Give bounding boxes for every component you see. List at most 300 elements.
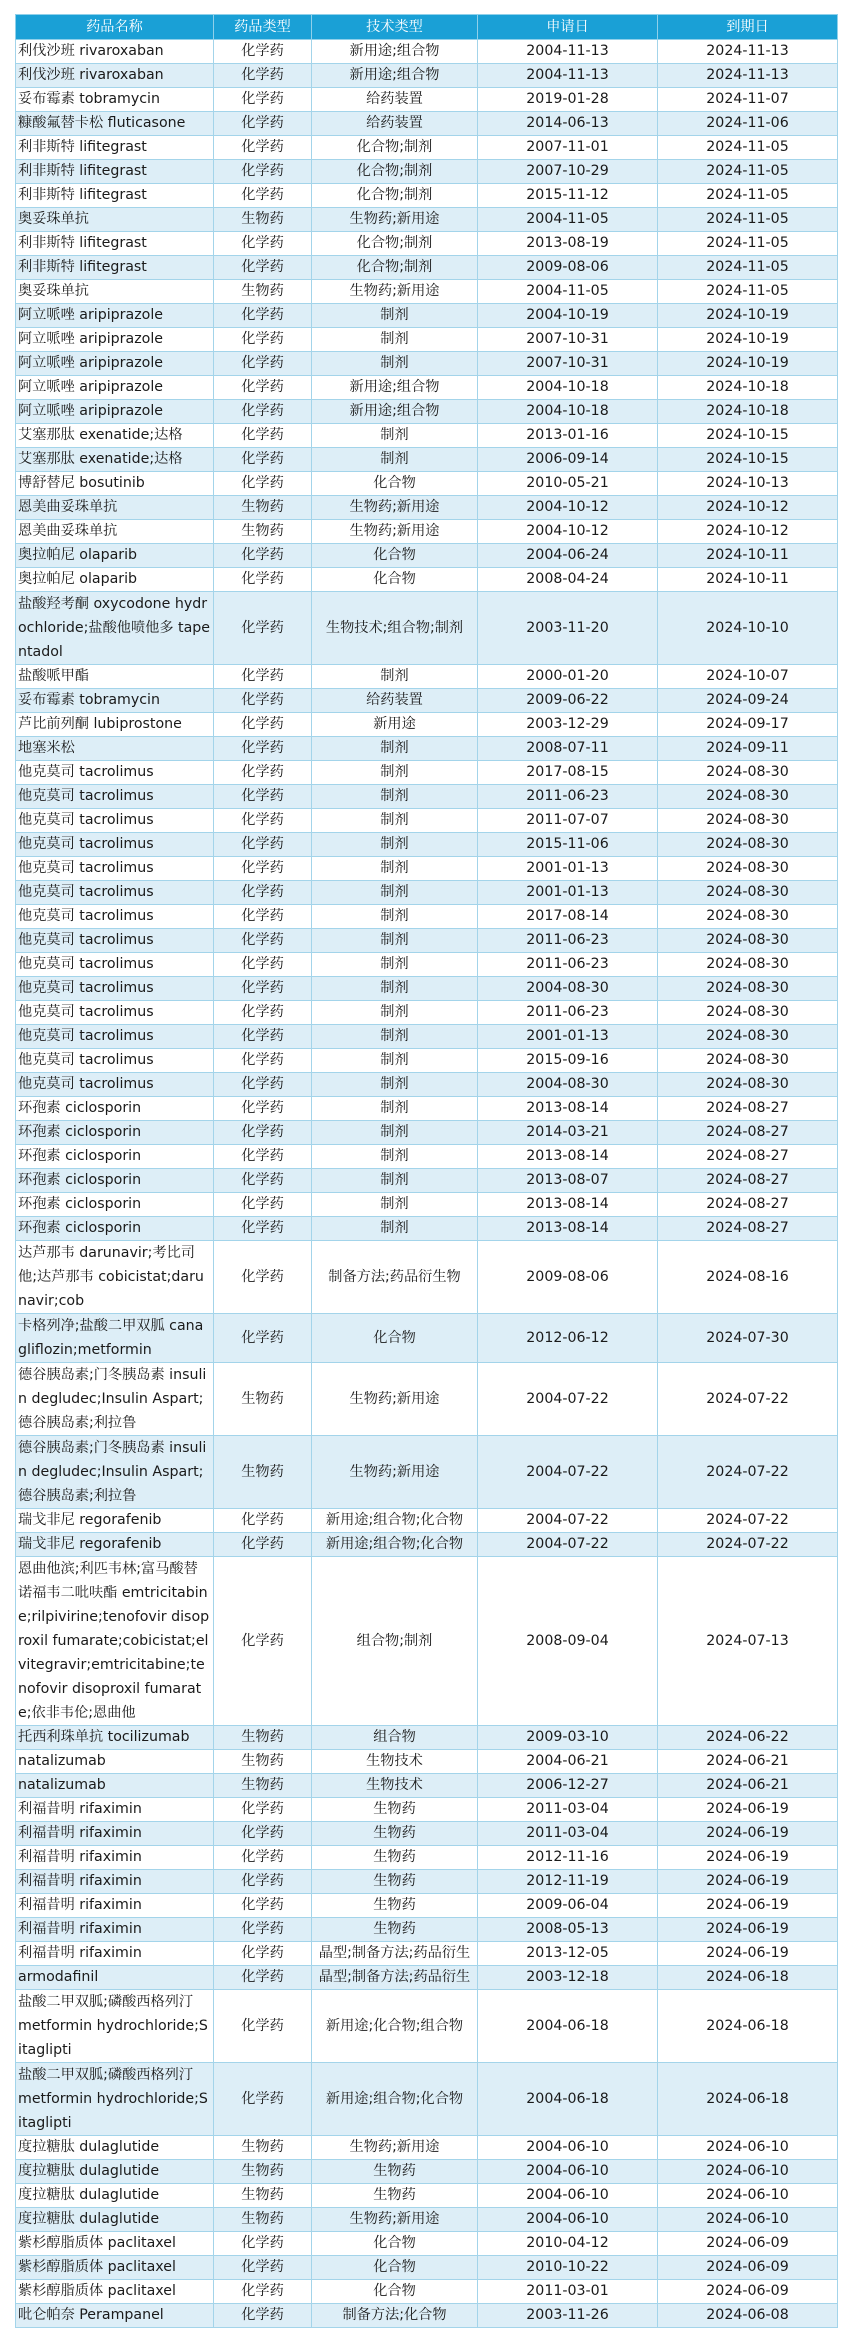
header-drug-type: 药品类型 bbox=[214, 15, 312, 40]
filing-date-cell: 2007-10-31 bbox=[478, 328, 658, 352]
tech-type-cell: 生物药 bbox=[312, 1870, 478, 1894]
tech-type-cell: 生物药;新用途 bbox=[312, 1363, 478, 1436]
filing-date-cell: 2009-03-10 bbox=[478, 1726, 658, 1750]
drug-name-cell: 卡格列净;盐酸二甲双胍 canagliflozin;metformin bbox=[16, 1314, 214, 1363]
table-row bbox=[16, 328, 838, 352]
filing-date-cell: 2013-08-14 bbox=[478, 1145, 658, 1169]
drug-type-cell: 化学药 bbox=[214, 472, 312, 496]
expiry-date-cell: 2024-11-05 bbox=[658, 208, 838, 232]
drug-name-cell: 妥布霉素 tobramycin bbox=[16, 88, 214, 112]
drug-name-cell: 德谷胰岛素;门冬胰岛素 insulin degludec;Insulin Aspart;德谷胰岛素;利拉鲁 bbox=[16, 1363, 214, 1436]
filing-date-cell: 2004-07-22 bbox=[478, 1363, 658, 1436]
expiry-date-cell: 2024-07-22 bbox=[658, 1533, 838, 1557]
expiry-date-cell: 2024-11-05 bbox=[658, 136, 838, 160]
tech-type-cell: 化合物;制剂 bbox=[312, 232, 478, 256]
filing-date-cell: 2004-07-22 bbox=[478, 1436, 658, 1509]
drug-name-cell: 利福昔明 rifaximin bbox=[16, 1870, 214, 1894]
tech-type-cell: 制备方法;化合物 bbox=[312, 2304, 478, 2328]
expiry-date-cell: 2024-08-30 bbox=[658, 1049, 838, 1073]
table-row bbox=[16, 665, 838, 689]
table-row bbox=[16, 2304, 838, 2328]
table-row bbox=[16, 208, 838, 232]
drug-type-cell: 化学药 bbox=[214, 256, 312, 280]
expiry-date-cell: 2024-06-10 bbox=[658, 2160, 838, 2184]
expiry-date-cell: 2024-11-13 bbox=[658, 64, 838, 88]
drug-name-cell: 他克莫司 tacrolimus bbox=[16, 785, 214, 809]
tech-type-cell: 制剂 bbox=[312, 881, 478, 905]
tech-type-cell: 制剂 bbox=[312, 328, 478, 352]
tech-type-cell: 生物药;新用途 bbox=[312, 280, 478, 304]
drug-type-cell: 化学药 bbox=[214, 592, 312, 665]
expiry-date-cell: 2024-10-13 bbox=[658, 472, 838, 496]
drug-type-cell: 生物药 bbox=[214, 1726, 312, 1750]
drug-type-cell: 生物药 bbox=[214, 520, 312, 544]
tech-type-cell: 制剂 bbox=[312, 352, 478, 376]
expiry-date-cell: 2024-10-10 bbox=[658, 592, 838, 665]
expiry-date-cell: 2024-08-27 bbox=[658, 1193, 838, 1217]
table-row bbox=[16, 1025, 838, 1049]
tech-type-cell: 新用途;组合物;化合物 bbox=[312, 1509, 478, 1533]
filing-date-cell: 2010-04-12 bbox=[478, 2232, 658, 2256]
filing-date-cell: 2015-11-12 bbox=[478, 184, 658, 208]
tech-type-cell: 化合物;制剂 bbox=[312, 160, 478, 184]
table-row bbox=[16, 713, 838, 737]
drug-name-cell: 阿立哌唑 aripiprazole bbox=[16, 328, 214, 352]
drug-type-cell: 化学药 bbox=[214, 1241, 312, 1314]
expiry-date-cell: 2024-10-12 bbox=[658, 520, 838, 544]
table-row bbox=[16, 1097, 838, 1121]
drug-name-cell: 利福昔明 rifaximin bbox=[16, 1846, 214, 1870]
tech-type-cell: 化合物;制剂 bbox=[312, 256, 478, 280]
tech-type-cell: 制剂 bbox=[312, 1025, 478, 1049]
tech-type-cell: 给药装置 bbox=[312, 88, 478, 112]
tech-type-cell: 制剂 bbox=[312, 448, 478, 472]
tech-type-cell: 新用途;化合物;组合物 bbox=[312, 1990, 478, 2063]
table-row bbox=[16, 1774, 838, 1798]
tech-type-cell: 制剂 bbox=[312, 665, 478, 689]
expiry-date-cell: 2024-06-19 bbox=[658, 1942, 838, 1966]
filing-date-cell: 2004-11-13 bbox=[478, 40, 658, 64]
drug-name-cell: 利非斯特 lifitegrast bbox=[16, 136, 214, 160]
drug-type-cell: 化学药 bbox=[214, 833, 312, 857]
drug-name-cell: 妥布霉素 tobramycin bbox=[16, 689, 214, 713]
drug-type-cell: 生物药 bbox=[214, 1436, 312, 1509]
filing-date-cell: 2004-06-18 bbox=[478, 2063, 658, 2136]
filing-date-cell: 2004-06-10 bbox=[478, 2136, 658, 2160]
tech-type-cell: 生物技术;组合物;制剂 bbox=[312, 592, 478, 665]
tech-type-cell: 制剂 bbox=[312, 977, 478, 1001]
table-row bbox=[16, 1990, 838, 2063]
table-row bbox=[16, 256, 838, 280]
tech-type-cell: 生物药;新用途 bbox=[312, 1436, 478, 1509]
table-row bbox=[16, 232, 838, 256]
drug-type-cell: 化学药 bbox=[214, 328, 312, 352]
tech-type-cell: 制剂 bbox=[312, 1073, 478, 1097]
drug-type-cell: 化学药 bbox=[214, 2304, 312, 2328]
header-filing-date: 申请日 bbox=[478, 15, 658, 40]
table-row bbox=[16, 1169, 838, 1193]
filing-date-cell: 2006-12-27 bbox=[478, 1774, 658, 1798]
tech-type-cell: 生物药 bbox=[312, 1822, 478, 1846]
drug-type-cell: 化学药 bbox=[214, 400, 312, 424]
tech-type-cell: 生物药 bbox=[312, 2184, 478, 2208]
filing-date-cell: 2007-10-31 bbox=[478, 352, 658, 376]
filing-date-cell: 2004-06-21 bbox=[478, 1750, 658, 1774]
patent-expiry-table-sheet bbox=[15, 14, 837, 2328]
drug-name-cell: 盐酸羟考酮 oxycodone hydrochloride;盐酸他喷他多 tapentadol bbox=[16, 592, 214, 665]
tech-type-cell: 组合物;制剂 bbox=[312, 1557, 478, 1726]
filing-date-cell: 2013-01-16 bbox=[478, 424, 658, 448]
expiry-date-cell: 2024-10-12 bbox=[658, 496, 838, 520]
filing-date-cell: 2004-10-18 bbox=[478, 376, 658, 400]
tech-type-cell: 给药装置 bbox=[312, 689, 478, 713]
drug-type-cell: 化学药 bbox=[214, 568, 312, 592]
table-row bbox=[16, 160, 838, 184]
tech-type-cell: 生物药;新用途 bbox=[312, 2208, 478, 2232]
filing-date-cell: 2009-08-06 bbox=[478, 1241, 658, 1314]
drug-type-cell: 生物药 bbox=[214, 2160, 312, 2184]
drug-name-cell: 环孢素 ciclosporin bbox=[16, 1121, 214, 1145]
table-row bbox=[16, 448, 838, 472]
expiry-date-cell: 2024-11-07 bbox=[658, 88, 838, 112]
drug-type-cell: 化学药 bbox=[214, 64, 312, 88]
table-row bbox=[16, 352, 838, 376]
drug-name-cell: 利非斯特 lifitegrast bbox=[16, 256, 214, 280]
filing-date-cell: 2004-08-30 bbox=[478, 1073, 658, 1097]
table-row bbox=[16, 376, 838, 400]
drug-type-cell: 化学药 bbox=[214, 1193, 312, 1217]
drug-name-cell: 度拉糖肽 dulaglutide bbox=[16, 2208, 214, 2232]
filing-date-cell: 2008-05-13 bbox=[478, 1918, 658, 1942]
table-row bbox=[16, 520, 838, 544]
filing-date-cell: 2004-06-24 bbox=[478, 544, 658, 568]
drug-type-cell: 化学药 bbox=[214, 1942, 312, 1966]
tech-type-cell: 制剂 bbox=[312, 809, 478, 833]
table-row bbox=[16, 400, 838, 424]
expiry-date-cell: 2024-11-05 bbox=[658, 184, 838, 208]
table-row bbox=[16, 1894, 838, 1918]
expiry-date-cell: 2024-08-30 bbox=[658, 761, 838, 785]
filing-date-cell: 2003-11-26 bbox=[478, 2304, 658, 2328]
drug-type-cell: 化学药 bbox=[214, 953, 312, 977]
drug-type-cell: 化学药 bbox=[214, 1169, 312, 1193]
tech-type-cell: 新用途;组合物 bbox=[312, 400, 478, 424]
drug-name-cell: 阿立哌唑 aripiprazole bbox=[16, 400, 214, 424]
expiry-date-cell: 2024-10-18 bbox=[658, 376, 838, 400]
table-row bbox=[16, 881, 838, 905]
table-row bbox=[16, 1870, 838, 1894]
tech-type-cell: 生物药 bbox=[312, 1918, 478, 1942]
filing-date-cell: 2004-11-05 bbox=[478, 280, 658, 304]
expiry-date-cell: 2024-08-30 bbox=[658, 1073, 838, 1097]
table-row bbox=[16, 2232, 838, 2256]
filing-date-cell: 2011-06-23 bbox=[478, 953, 658, 977]
table-row bbox=[16, 1121, 838, 1145]
filing-date-cell: 2004-10-18 bbox=[478, 400, 658, 424]
expiry-date-cell: 2024-10-15 bbox=[658, 424, 838, 448]
expiry-date-cell: 2024-08-30 bbox=[658, 977, 838, 1001]
expiry-date-cell: 2024-08-30 bbox=[658, 809, 838, 833]
filing-date-cell: 2015-09-16 bbox=[478, 1049, 658, 1073]
filing-date-cell: 2007-11-01 bbox=[478, 136, 658, 160]
filing-date-cell: 2004-08-30 bbox=[478, 977, 658, 1001]
tech-type-cell: 制剂 bbox=[312, 1169, 478, 1193]
filing-date-cell: 2011-06-23 bbox=[478, 929, 658, 953]
tech-type-cell: 组合物 bbox=[312, 1726, 478, 1750]
table-row bbox=[16, 809, 838, 833]
drug-name-cell: 度拉糖肽 dulaglutide bbox=[16, 2184, 214, 2208]
expiry-date-cell: 2024-06-08 bbox=[658, 2304, 838, 2328]
drug-type-cell: 化学药 bbox=[214, 184, 312, 208]
table-row bbox=[16, 1557, 838, 1726]
drug-name-cell: 紫杉醇脂质体 paclitaxel bbox=[16, 2232, 214, 2256]
drug-type-cell: 化学药 bbox=[214, 160, 312, 184]
drug-type-cell: 化学药 bbox=[214, 689, 312, 713]
expiry-date-cell: 2024-07-13 bbox=[658, 1557, 838, 1726]
drug-type-cell: 生物药 bbox=[214, 2184, 312, 2208]
expiry-date-cell: 2024-06-18 bbox=[658, 2063, 838, 2136]
table-row bbox=[16, 2184, 838, 2208]
filing-date-cell: 2011-06-23 bbox=[478, 785, 658, 809]
drug-type-cell: 化学药 bbox=[214, 1533, 312, 1557]
drug-type-cell: 化学药 bbox=[214, 544, 312, 568]
drug-name-cell: 盐酸二甲双胍;磷酸西格列汀 metformin hydrochloride;Sitaglipti bbox=[16, 1990, 214, 2063]
tech-type-cell: 制备方法;药品衍生物 bbox=[312, 1241, 478, 1314]
table-row bbox=[16, 1436, 838, 1509]
drug-name-cell: 环孢素 ciclosporin bbox=[16, 1193, 214, 1217]
drug-name-cell: 芦比前列酮 lubiprostone bbox=[16, 713, 214, 737]
drug-name-cell: 他克莫司 tacrolimus bbox=[16, 881, 214, 905]
filing-date-cell: 2011-03-04 bbox=[478, 1822, 658, 1846]
table-row bbox=[16, 857, 838, 881]
filing-date-cell: 2013-08-07 bbox=[478, 1169, 658, 1193]
drug-type-cell: 化学药 bbox=[214, 737, 312, 761]
table-row bbox=[16, 1193, 838, 1217]
expiry-date-cell: 2024-11-05 bbox=[658, 256, 838, 280]
expiry-date-cell: 2024-06-09 bbox=[658, 2256, 838, 2280]
drug-type-cell: 化学药 bbox=[214, 1918, 312, 1942]
drug-name-cell: 阿立哌唑 aripiprazole bbox=[16, 352, 214, 376]
filing-date-cell: 2009-06-04 bbox=[478, 1894, 658, 1918]
expiry-date-cell: 2024-08-27 bbox=[658, 1217, 838, 1241]
table-row bbox=[16, 592, 838, 665]
drug-type-cell: 化学药 bbox=[214, 929, 312, 953]
table-row bbox=[16, 1049, 838, 1073]
expiry-date-cell: 2024-07-22 bbox=[658, 1436, 838, 1509]
drug-name-cell: 奥拉帕尼 olaparib bbox=[16, 568, 214, 592]
filing-date-cell: 2004-10-19 bbox=[478, 304, 658, 328]
filing-date-cell: 2001-01-13 bbox=[478, 881, 658, 905]
table-row bbox=[16, 737, 838, 761]
table-row bbox=[16, 1241, 838, 1314]
expiry-date-cell: 2024-06-10 bbox=[658, 2136, 838, 2160]
table-row bbox=[16, 136, 838, 160]
drug-type-cell: 化学药 bbox=[214, 1557, 312, 1726]
table-row bbox=[16, 953, 838, 977]
drug-type-cell: 化学药 bbox=[214, 304, 312, 328]
table-row bbox=[16, 2063, 838, 2136]
tech-type-cell: 化合物 bbox=[312, 568, 478, 592]
filing-date-cell: 2004-07-22 bbox=[478, 1509, 658, 1533]
drug-name-cell: 恩曲他滨;利匹韦林;富马酸替诺福韦二吡呋酯 emtricitabine;rilpivirine;tenofovir disoproxil fumarate;cobicistat;elvitegravir;emtricitabine;tenofovir disoproxil fumarate;依非韦伦;恩曲他 bbox=[16, 1557, 214, 1726]
drug-name-cell: 他克莫司 tacrolimus bbox=[16, 809, 214, 833]
table-row bbox=[16, 689, 838, 713]
drug-name-cell: 托西利珠单抗 tocilizumab bbox=[16, 1726, 214, 1750]
tech-type-cell: 制剂 bbox=[312, 1193, 478, 1217]
header-tech-type: 技术类型 bbox=[312, 15, 478, 40]
drug-type-cell: 化学药 bbox=[214, 1073, 312, 1097]
expiry-date-cell: 2024-10-07 bbox=[658, 665, 838, 689]
drug-name-cell: 艾塞那肽 exenatide;达格 bbox=[16, 424, 214, 448]
drug-type-cell: 生物药 bbox=[214, 2136, 312, 2160]
drug-name-cell: 奥妥珠单抗 bbox=[16, 208, 214, 232]
table-row bbox=[16, 496, 838, 520]
table-row bbox=[16, 1918, 838, 1942]
filing-date-cell: 2004-11-13 bbox=[478, 64, 658, 88]
expiry-date-cell: 2024-09-17 bbox=[658, 713, 838, 737]
tech-type-cell: 生物药;新用途 bbox=[312, 496, 478, 520]
drug-name-cell: 盐酸二甲双胍;磷酸西格列汀 metformin hydrochloride;Sitaglipti bbox=[16, 2063, 214, 2136]
filing-date-cell: 2019-01-28 bbox=[478, 88, 658, 112]
expiry-date-cell: 2024-06-19 bbox=[658, 1798, 838, 1822]
expiry-date-cell: 2024-06-21 bbox=[658, 1750, 838, 1774]
tech-type-cell: 晶型;制备方法;药品衍生 bbox=[312, 1942, 478, 1966]
drug-name-cell: 紫杉醇脂质体 paclitaxel bbox=[16, 2256, 214, 2280]
expiry-date-cell: 2024-08-30 bbox=[658, 1025, 838, 1049]
drug-type-cell: 化学药 bbox=[214, 1846, 312, 1870]
tech-type-cell: 生物技术 bbox=[312, 1774, 478, 1798]
drug-type-cell: 化学药 bbox=[214, 905, 312, 929]
tech-type-cell: 制剂 bbox=[312, 1001, 478, 1025]
drug-name-cell: 博舒替尼 bosutinib bbox=[16, 472, 214, 496]
drug-type-cell: 化学药 bbox=[214, 1145, 312, 1169]
drug-type-cell: 化学药 bbox=[214, 809, 312, 833]
filing-date-cell: 2015-11-06 bbox=[478, 833, 658, 857]
expiry-date-cell: 2024-08-30 bbox=[658, 905, 838, 929]
drug-type-cell: 化学药 bbox=[214, 1798, 312, 1822]
filing-date-cell: 2000-01-20 bbox=[478, 665, 658, 689]
drug-type-cell: 化学药 bbox=[214, 1509, 312, 1533]
drug-name-cell: 环孢素 ciclosporin bbox=[16, 1097, 214, 1121]
tech-type-cell: 化合物 bbox=[312, 2280, 478, 2304]
expiry-date-cell: 2024-11-13 bbox=[658, 40, 838, 64]
tech-type-cell: 生物药 bbox=[312, 2160, 478, 2184]
drug-type-cell: 化学药 bbox=[214, 2232, 312, 2256]
tech-type-cell: 给药装置 bbox=[312, 112, 478, 136]
drug-type-cell: 化学药 bbox=[214, 352, 312, 376]
expiry-date-cell: 2024-08-27 bbox=[658, 1121, 838, 1145]
filing-date-cell: 2007-10-29 bbox=[478, 160, 658, 184]
filing-date-cell: 2004-06-10 bbox=[478, 2184, 658, 2208]
table-row bbox=[16, 2160, 838, 2184]
expiry-date-cell: 2024-10-11 bbox=[658, 568, 838, 592]
tech-type-cell: 生物药 bbox=[312, 1798, 478, 1822]
tech-type-cell: 制剂 bbox=[312, 1097, 478, 1121]
tech-type-cell: 制剂 bbox=[312, 304, 478, 328]
drug-type-cell: 化学药 bbox=[214, 881, 312, 905]
drug-type-cell: 化学药 bbox=[214, 448, 312, 472]
filing-date-cell: 2009-06-22 bbox=[478, 689, 658, 713]
tech-type-cell: 制剂 bbox=[312, 785, 478, 809]
tech-type-cell: 制剂 bbox=[312, 1049, 478, 1073]
drug-name-cell: armodafinil bbox=[16, 1966, 214, 1990]
expiry-date-cell: 2024-10-18 bbox=[658, 400, 838, 424]
filing-date-cell: 2011-07-07 bbox=[478, 809, 658, 833]
drug-type-cell: 化学药 bbox=[214, 1001, 312, 1025]
drug-name-cell: 瑞戈非尼 regorafenib bbox=[16, 1533, 214, 1557]
drug-name-cell: 奥妥珠单抗 bbox=[16, 280, 214, 304]
table-row bbox=[16, 2208, 838, 2232]
drug-name-cell: 度拉糖肽 dulaglutide bbox=[16, 2160, 214, 2184]
drug-type-cell: 化学药 bbox=[214, 112, 312, 136]
filing-date-cell: 2003-11-20 bbox=[478, 592, 658, 665]
drug-name-cell: 利伐沙班 rivaroxaban bbox=[16, 64, 214, 88]
drug-type-cell: 生物药 bbox=[214, 1363, 312, 1436]
drug-type-cell: 化学药 bbox=[214, 1121, 312, 1145]
expiry-date-cell: 2024-06-09 bbox=[658, 2280, 838, 2304]
tech-type-cell: 生物技术 bbox=[312, 1750, 478, 1774]
table-row bbox=[16, 1509, 838, 1533]
filing-date-cell: 2011-03-01 bbox=[478, 2280, 658, 2304]
drug-name-cell: 利福昔明 rifaximin bbox=[16, 1918, 214, 1942]
expiry-date-cell: 2024-07-22 bbox=[658, 1509, 838, 1533]
filing-date-cell: 2001-01-13 bbox=[478, 1025, 658, 1049]
expiry-date-cell: 2024-07-30 bbox=[658, 1314, 838, 1363]
expiry-date-cell: 2024-06-19 bbox=[658, 1894, 838, 1918]
table-row bbox=[16, 472, 838, 496]
drug-name-cell: 地塞米松 bbox=[16, 737, 214, 761]
drug-name-cell: 度拉糖肽 dulaglutide bbox=[16, 2136, 214, 2160]
tech-type-cell: 化合物 bbox=[312, 544, 478, 568]
drug-name-cell: 德谷胰岛素;门冬胰岛素 insulin degludec;Insulin Aspart;德谷胰岛素;利拉鲁 bbox=[16, 1436, 214, 1509]
drug-name-cell: 糠酸氟替卡松 fluticasone bbox=[16, 112, 214, 136]
drug-type-cell: 生物药 bbox=[214, 208, 312, 232]
filing-date-cell: 2004-06-18 bbox=[478, 1990, 658, 2063]
drug-type-cell: 化学药 bbox=[214, 2063, 312, 2136]
expiry-date-cell: 2024-09-24 bbox=[658, 689, 838, 713]
drug-name-cell: 恩美曲妥珠单抗 bbox=[16, 496, 214, 520]
tech-type-cell: 化合物 bbox=[312, 2232, 478, 2256]
drug-type-cell: 化学药 bbox=[214, 1049, 312, 1073]
table-row bbox=[16, 905, 838, 929]
expiry-date-cell: 2024-06-18 bbox=[658, 1966, 838, 1990]
filing-date-cell: 2009-08-06 bbox=[478, 256, 658, 280]
drug-name-cell: 奥拉帕尼 olaparib bbox=[16, 544, 214, 568]
drug-name-cell: 利福昔明 rifaximin bbox=[16, 1942, 214, 1966]
drug-name-cell: 利伐沙班 rivaroxaban bbox=[16, 40, 214, 64]
drug-name-cell: 他克莫司 tacrolimus bbox=[16, 1025, 214, 1049]
drug-name-cell: 环孢素 ciclosporin bbox=[16, 1217, 214, 1241]
filing-date-cell: 2013-08-14 bbox=[478, 1193, 658, 1217]
tech-type-cell: 制剂 bbox=[312, 1145, 478, 1169]
table-row bbox=[16, 785, 838, 809]
tech-type-cell: 制剂 bbox=[312, 1217, 478, 1241]
expiry-date-cell: 2024-10-19 bbox=[658, 304, 838, 328]
filing-date-cell: 2010-10-22 bbox=[478, 2256, 658, 2280]
header-row bbox=[16, 15, 838, 40]
tech-type-cell: 新用途;组合物 bbox=[312, 40, 478, 64]
drug-type-cell: 化学药 bbox=[214, 88, 312, 112]
drug-type-cell: 化学药 bbox=[214, 1870, 312, 1894]
patent-expiry-table bbox=[15, 14, 838, 2328]
tech-type-cell: 新用途 bbox=[312, 713, 478, 737]
table-row bbox=[16, 112, 838, 136]
table-row bbox=[16, 1314, 838, 1363]
table-row bbox=[16, 833, 838, 857]
tech-type-cell: 制剂 bbox=[312, 1121, 478, 1145]
table-row bbox=[16, 929, 838, 953]
drug-type-cell: 化学药 bbox=[214, 136, 312, 160]
